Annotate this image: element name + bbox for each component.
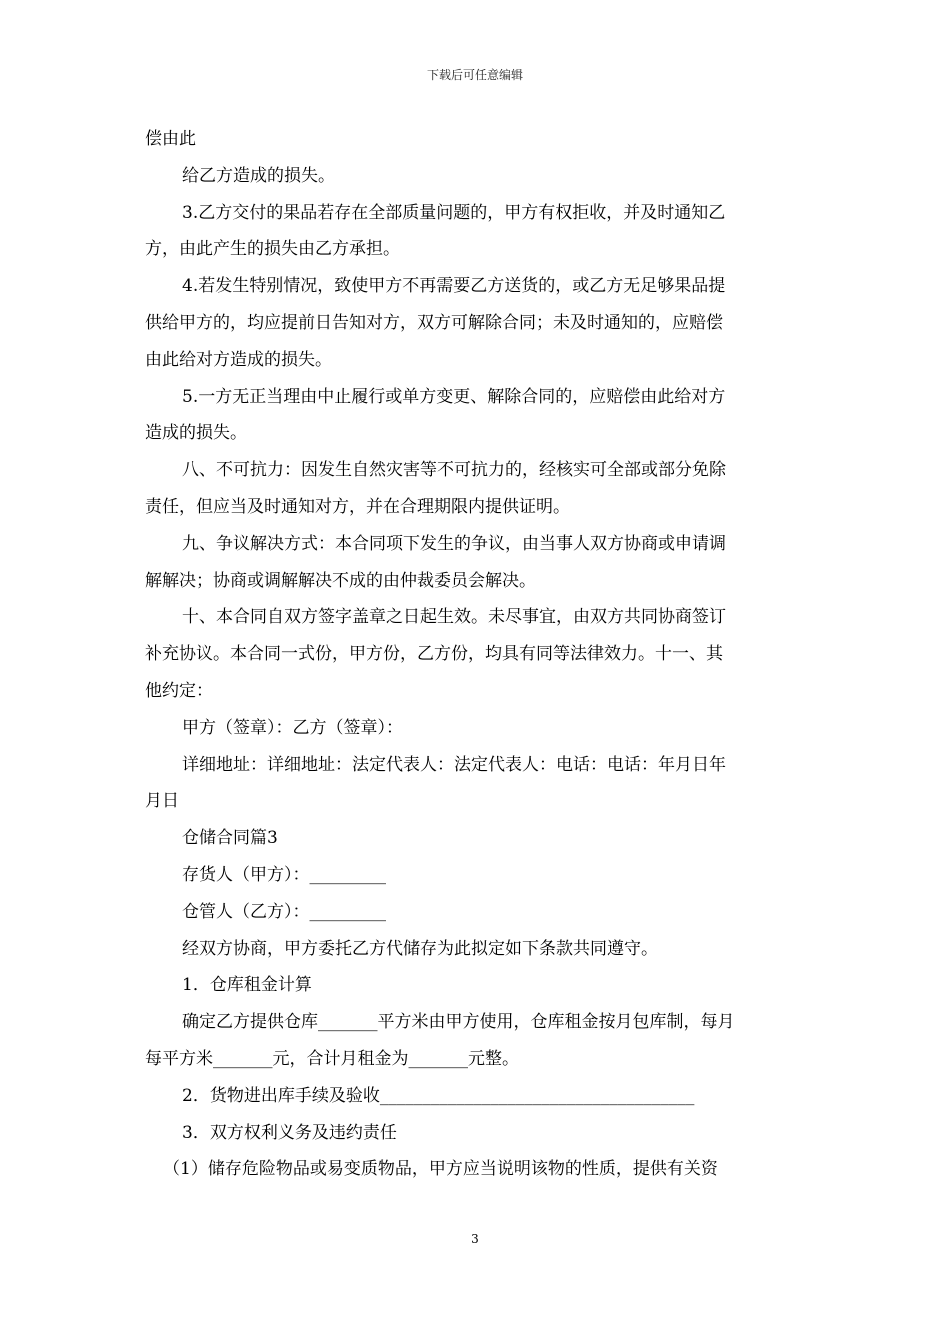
text-line: 确定乙方提供仓库_______平方米由甲方使用，仓库租金按月包库制，每月 xyxy=(182,1012,735,1033)
text-line: 偿由此 xyxy=(145,129,196,149)
text-line: 给乙方造成的损失。 xyxy=(182,165,335,186)
text-line: 解解决；协商或调解解决不成的由仲裁委员会解决。 xyxy=(145,570,536,591)
text-line: 仓管人（乙方）：_________ xyxy=(182,901,386,922)
text-line: 补充协议。本合同一式份，甲方份，乙方份，均具有同等法律效力。十一、其 xyxy=(145,644,723,665)
text-line: 4.若发生特别情况，致使甲方不再需要乙方送货的，或乙方无足够果品提 xyxy=(182,276,726,297)
text-line: 经双方协商，甲方委托乙方代储存为此拟定如下条款共同遵守。 xyxy=(182,938,658,959)
text-line: 十、本合同自双方签字盖章之日起生效。未尽事宜，由双方共同协商签订 xyxy=(182,607,726,628)
text-line: 八、不可抗力：因发生自然灾害等不可抗力的，经核实可全部或部分免除 xyxy=(182,460,726,481)
text-line: 责任，但应当及时通知对方，并在合理期限内提供证明。 xyxy=(145,496,570,517)
text-line: 由此给对方造成的损失。 xyxy=(145,349,332,370)
text-line: 3．双方权利义务及违约责任 xyxy=(182,1122,397,1143)
text-line: 1．仓库租金计算 xyxy=(182,975,312,996)
text-line: 供给甲方的，均应提前日告知对方，双方可解除合同；未及时通知的，应赔偿 xyxy=(145,312,723,333)
text-line: 造成的损失。 xyxy=(145,423,247,444)
page-number: 3 xyxy=(471,1232,479,1246)
text-line: 3.乙方交付的果品若存在全部质量问题的，甲方有权拒收，并及时通知乙 xyxy=(182,202,726,223)
signature-line: 甲方（签章）：乙方（签章）： xyxy=(182,717,403,738)
text-line: 九、争议解决方式：本合同项下发生的争议，由当事人双方协商或申请调 xyxy=(182,533,726,554)
text-line: 方，由此产生的损失由乙方承担。 xyxy=(145,239,400,260)
text-line: 月日 xyxy=(145,791,179,812)
text-line: 存货人（甲方）：_________ xyxy=(182,864,386,885)
section-title: 仓储合同篇3 xyxy=(182,828,278,849)
text-line: （1）储存危险物品或易变质物品，甲方应当说明该物的性质，提供有关资 xyxy=(163,1159,718,1180)
text-line: 详细地址：详细地址：法定代表人：法定代表人：电话：电话：年月日年 xyxy=(182,754,726,775)
page-header-note: 下载后可任意编辑 xyxy=(426,68,523,82)
text-line: 他约定： xyxy=(145,680,213,701)
text-line: 5.一方无正当理由中止履行或单方变更、解除合同的，应赔偿由此给对方 xyxy=(182,386,726,407)
text-line: 2．货物进出库手续及验收_____________________________________ xyxy=(182,1085,695,1106)
document-body xyxy=(145,121,807,1188)
text-line: 每平方米_______元，合计月租金为_______元整。 xyxy=(145,1048,519,1069)
